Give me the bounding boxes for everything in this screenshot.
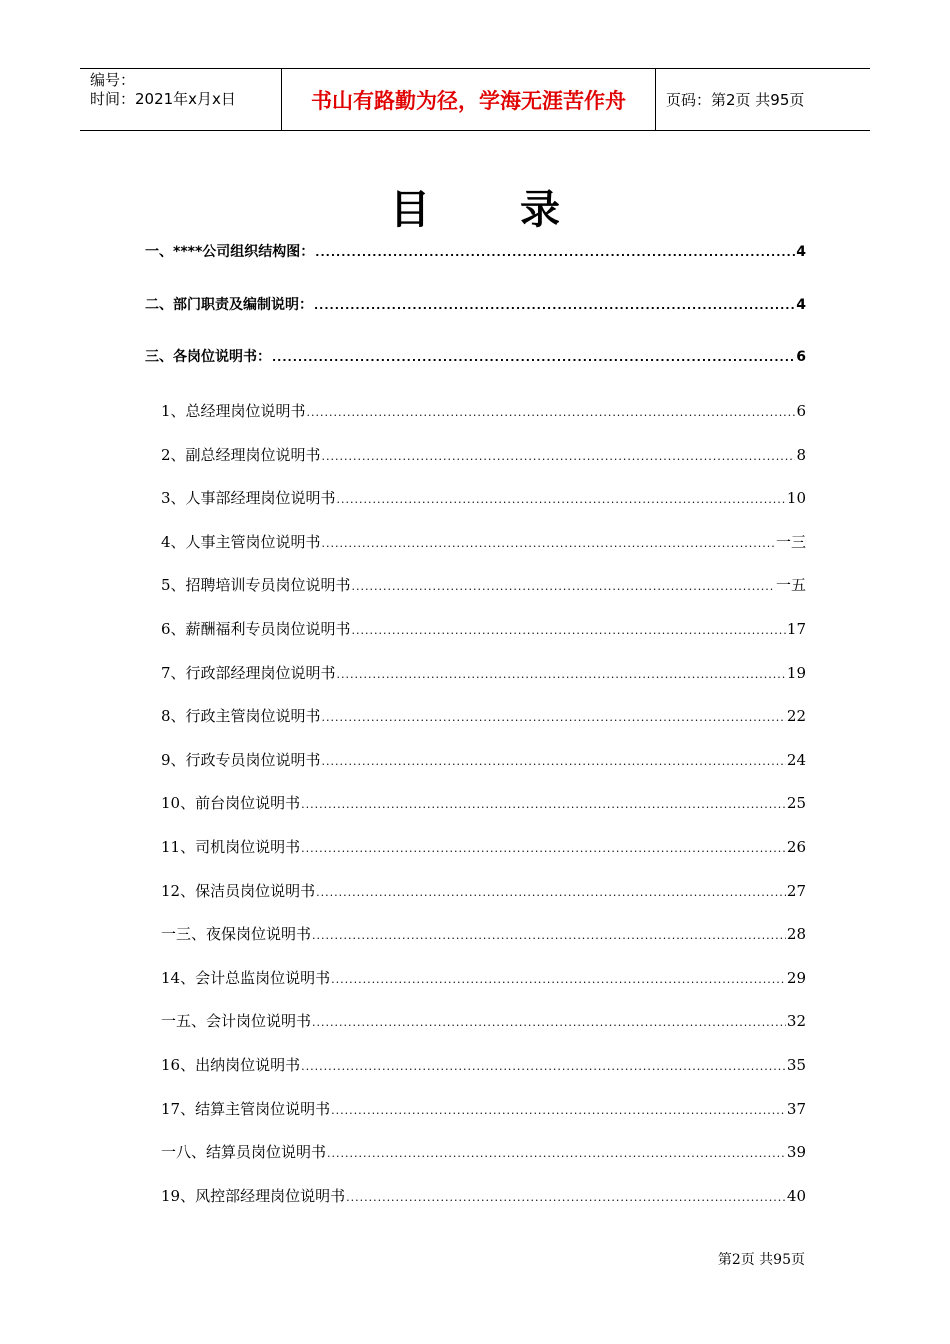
toc-entry-page: 24 bbox=[786, 750, 806, 769]
toc-leader-dots bbox=[337, 668, 786, 681]
toc-entry-label: 4、人事主管岗位说明书 bbox=[161, 532, 321, 551]
toc-entry-page: 25 bbox=[786, 794, 806, 813]
toc-entry[interactable] bbox=[161, 705, 806, 727]
toc-entry-page: 28 bbox=[786, 925, 806, 944]
toc-entry-label: 三、各岗位说明书： bbox=[145, 349, 271, 365]
toc-entry[interactable] bbox=[145, 241, 806, 263]
toc-entry[interactable] bbox=[161, 444, 806, 466]
toc-entry-page: 39 bbox=[786, 1143, 806, 1162]
toc-entry[interactable] bbox=[161, 618, 806, 640]
toc-entry[interactable] bbox=[161, 749, 806, 771]
toc-entry-page: 一五 bbox=[775, 576, 806, 595]
toc-entry-label: 一五、会计岗位说明书 bbox=[161, 1012, 312, 1031]
toc-entry-page: 4 bbox=[796, 297, 806, 313]
toc-entry[interactable] bbox=[145, 294, 806, 316]
toc-entry-label: 17、结算主管岗位说明书 bbox=[161, 1099, 331, 1118]
toc-leader-dots bbox=[272, 351, 795, 364]
toc-entry[interactable] bbox=[145, 346, 806, 368]
toc-entry-label: 3、人事部经理岗位说明书 bbox=[161, 489, 336, 508]
page-footer: 第2页 共95页 bbox=[717, 1252, 805, 1268]
toc-entry-label: 一三、夜保岗位说明书 bbox=[161, 925, 312, 944]
toc-leader-dots bbox=[322, 537, 775, 550]
toc-leader-dots bbox=[352, 624, 786, 637]
header-meta bbox=[80, 69, 282, 130]
toc-entry-page: 40 bbox=[786, 1186, 806, 1205]
toc-entry[interactable] bbox=[161, 531, 806, 553]
header-motto: 书山有路勤为径，学海无涯苦作舟 bbox=[282, 69, 656, 130]
toc-entry-label: 7、行政部经理岗位说明书 bbox=[161, 663, 336, 682]
toc-leader-dots bbox=[331, 973, 786, 986]
toc-entry-page: 22 bbox=[786, 707, 806, 726]
toc-entry-label: 5、招聘培训专员岗位说明书 bbox=[161, 576, 351, 595]
toc-entry-page: 27 bbox=[786, 881, 806, 900]
toc-leader-dots bbox=[346, 1191, 786, 1204]
toc-entry-label: 二、部门职责及编制说明： bbox=[145, 297, 313, 313]
toc-entry-label: 一、****公司组织结构图： bbox=[145, 244, 315, 260]
toc-entry[interactable] bbox=[161, 1010, 806, 1032]
toc-leader-dots bbox=[301, 842, 786, 855]
toc-leader-dots bbox=[312, 929, 786, 942]
toc-leader-dots bbox=[314, 299, 795, 312]
toc-entry-label: 6、薪酬福利专员岗位说明书 bbox=[161, 620, 351, 638]
toc-entry-page: 26 bbox=[786, 838, 806, 856]
toc-entry-label: 16、出纳岗位说明书 bbox=[161, 1056, 301, 1074]
toc-entry-page: 32 bbox=[786, 1012, 806, 1031]
toc-entry-label: 19、风控部经理岗位说明书 bbox=[161, 1186, 346, 1205]
toc-leader-dots bbox=[316, 886, 786, 899]
toc-entry[interactable] bbox=[161, 880, 806, 902]
toc-leader-dots bbox=[315, 246, 795, 259]
toc-entry-label: 9、行政专员岗位说明书 bbox=[161, 750, 321, 769]
toc-leader-dots bbox=[352, 580, 775, 593]
toc-entry[interactable] bbox=[161, 1054, 806, 1076]
toc-leader-dots bbox=[301, 1060, 786, 1073]
toc-entry-page: 10 bbox=[786, 489, 806, 508]
toc-leader-dots bbox=[322, 450, 796, 463]
toc-leader-dots bbox=[322, 711, 786, 724]
header-number: 编号： bbox=[90, 71, 136, 89]
toc-entry[interactable] bbox=[161, 792, 806, 814]
toc-leader-dots bbox=[331, 1104, 786, 1117]
toc-entry-page: 17 bbox=[786, 620, 806, 638]
page-title: 目 录 bbox=[390, 187, 598, 233]
toc-entry-label: 2、副总经理岗位说明书 bbox=[161, 445, 321, 464]
toc-entry[interactable] bbox=[161, 487, 806, 509]
toc-leader-dots bbox=[301, 798, 786, 811]
toc-entry-page: 8 bbox=[796, 445, 806, 464]
toc-entry-label: 12、保洁员岗位说明书 bbox=[161, 881, 316, 900]
header-time: 时间：2021年x月x日 bbox=[90, 90, 236, 108]
toc-entry-page: 37 bbox=[786, 1099, 806, 1118]
toc-entry-label: 1、总经理岗位说明书 bbox=[161, 402, 306, 420]
toc-entry-label: 一八、结算员岗位说明书 bbox=[161, 1143, 327, 1162]
toc-entry[interactable] bbox=[161, 967, 806, 989]
toc-entry-page: 6 bbox=[796, 402, 806, 420]
toc-entry-page: 4 bbox=[796, 244, 806, 260]
toc-entry[interactable] bbox=[161, 574, 806, 596]
toc-entry-page: 19 bbox=[786, 663, 806, 682]
toc-entry-label: 8、行政主管岗位说明书 bbox=[161, 707, 321, 726]
toc-leader-dots bbox=[322, 755, 786, 768]
toc-entry-page: 一三 bbox=[775, 532, 806, 551]
toc-entry[interactable] bbox=[161, 836, 806, 858]
toc-entry-label: 14、会计总监岗位说明书 bbox=[161, 968, 331, 987]
toc-leader-dots bbox=[327, 1147, 786, 1160]
toc-entry-page: 29 bbox=[786, 968, 806, 987]
toc-leader-dots bbox=[312, 1016, 786, 1029]
toc-entry[interactable] bbox=[161, 400, 806, 422]
toc-entry[interactable] bbox=[161, 1185, 806, 1207]
page-header bbox=[80, 68, 870, 131]
toc-leader-dots bbox=[307, 406, 796, 419]
toc-leader-dots bbox=[337, 493, 786, 506]
header-page-info: 页码：第2页 共95页 bbox=[666, 91, 805, 109]
toc-entry[interactable] bbox=[161, 1141, 806, 1163]
toc-entry[interactable] bbox=[161, 923, 806, 945]
toc-entry-page: 6 bbox=[796, 349, 806, 365]
toc-entry[interactable] bbox=[161, 1098, 806, 1120]
toc-entry[interactable] bbox=[161, 662, 806, 684]
toc-entry-label: 10、前台岗位说明书 bbox=[161, 794, 301, 813]
toc-entry-page: 35 bbox=[786, 1056, 806, 1074]
toc-entry-label: 11、司机岗位说明书 bbox=[161, 838, 301, 856]
